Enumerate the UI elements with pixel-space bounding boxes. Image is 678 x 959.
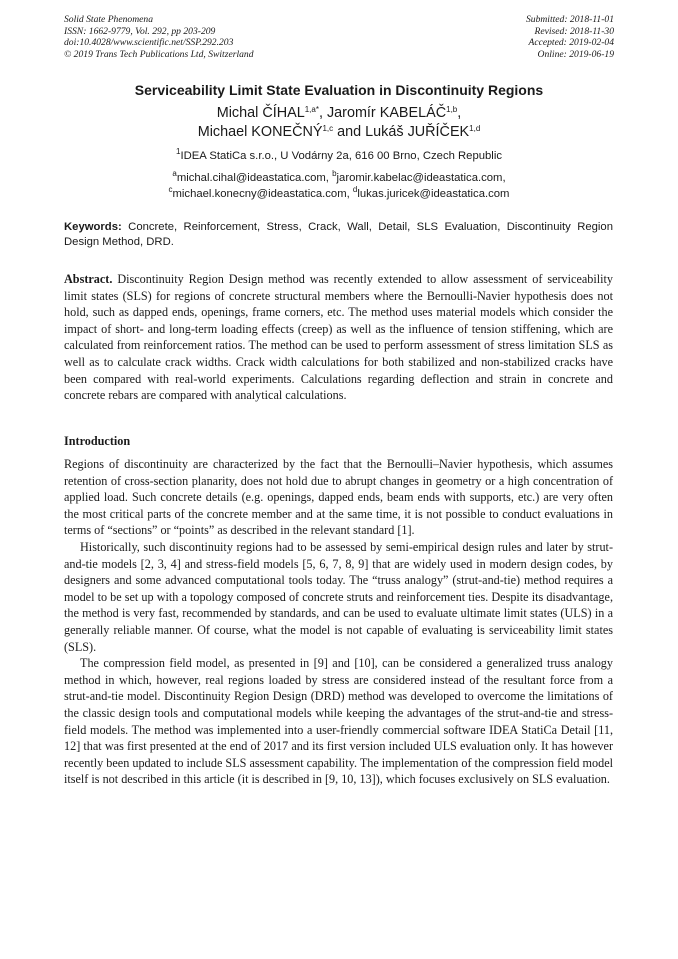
section-heading-introduction: Introduction bbox=[64, 434, 131, 448]
date-revised: Revised: 2018-11-30 bbox=[534, 25, 614, 37]
publication-dates bbox=[526, 14, 614, 60]
author-name: Michal ČÍHAL bbox=[216, 105, 305, 121]
journal-doi: doi:10.4028/www.scientific.net/SSP.292.203 bbox=[64, 37, 234, 49]
author-separator: and bbox=[333, 124, 366, 140]
journal-name: Solid State Phenomena bbox=[64, 14, 153, 25]
author-separator: , bbox=[318, 105, 327, 121]
author-separator: , bbox=[457, 105, 462, 121]
author-name: Lukáš JUŘÍČEK bbox=[365, 124, 470, 140]
email-mark: b bbox=[332, 169, 337, 178]
author-name: Jaromír KABELÁČ bbox=[326, 105, 447, 121]
author-list bbox=[0, 104, 678, 142]
date-online: Online: 2019-06-19 bbox=[537, 48, 614, 60]
paragraph: Historically, such discontinuity regions had to be assessed by semi-empirical design rules and later by strut-and-tie models [2, 3, 4] and stress-field models [5, 6, 7, 8, 9] that are widely used in modern design codes, by designers and some advanced computational tools today. The “truss analogy” (strut-and-tie) method requires a model to be set up with a topology composed of concrete struts and reinforcement ties. Despite its disadvantage, the method is very fast, recommended by standards, and can be used to evaluate ultimate limit states (ULS) in a generally reliable manner. Of course, what the model is not capable of evaluating is serviceability limit states (SLS). bbox=[64, 539, 613, 654]
abstract bbox=[64, 271, 613, 404]
paragraph: Regions of discontinuity are characterized by the fact that the Bernoulli–Navier hypothesis, which assumes retention of cross-section planarity, does not hold due to abrupt changes in geometry or a high concentration of applied load. Such concrete details (e.g. openings, dapped ends, beam ends with supports, etc.) are very often the most critical parts of the concrete member and at the same time, it is not possible to conduct evaluations in terms of “sections” or “points” as described in the relevant standard [1]. bbox=[64, 457, 613, 538]
date-accepted: Accepted: 2019-02-04 bbox=[528, 37, 614, 49]
keywords-label: Keywords: bbox=[64, 221, 122, 233]
email-mark: a bbox=[172, 169, 177, 178]
affiliation bbox=[0, 147, 678, 162]
introduction-body bbox=[64, 456, 613, 788]
email-mark: c bbox=[168, 185, 173, 194]
abstract-label: Abstract. bbox=[64, 272, 113, 286]
author-affiliation-mark: 1,a* bbox=[304, 105, 319, 114]
keywords bbox=[64, 220, 613, 250]
author-emails bbox=[0, 170, 678, 202]
email-link[interactable]: jaromir.kabelac@ideastatica.com, bbox=[336, 172, 506, 184]
journal-issn: ISSN: 1662-9779, Vol. 292, pp 203-209 bbox=[64, 25, 216, 37]
affiliation-text: IDEA StatiCa s.r.o., U Vodárny 2a, 616 00 Brno, Czech Republic bbox=[180, 150, 502, 162]
paper-title: Serviceability Limit State Evaluation in Discontinuity Regions bbox=[134, 82, 544, 98]
journal-copyright: © 2019 Trans Tech Publications Ltd, Switzerland bbox=[64, 48, 254, 60]
abstract-text: Discontinuity Region Design method was recently extended to allow assessment of serviceability limit states (SLS) for regions of concrete structural members where the Bernoulli-Navier hypothesis does not hold, such as dapped ends, openings, frame corners, etc. The method uses material models which consider the impact of short- and long-term loading effects (creep) as well as the influence of tension stiffening, which are calculated from reinforcement ratios. The method can be used to perform assessment of stress limitation SLS as well as to calculate crack widths. Crack width calculations for both stabilized and non-stabilized cracks have been compared with real-world experiments. Calculations regarding deflection and strain in concrete and concrete rebars are compared with analytical calculations. bbox=[64, 272, 613, 403]
author-name: Michael KONEČNÝ bbox=[197, 124, 323, 140]
paragraph: The compression field model, as presented in [9] and [10], can be considered a generalized truss analogy method in which, however, real regions loaded by stress are considered instead of the resultant force from a strut-and-tie model. Discontinuity Region Design (DRD) method was developed to overcome the limitations of the classic design tools and computational models while keeping the advantages of the strut-and-tie and stress-field models. The method was implemented into a user-friendly commercial software IDEA StatiCa Detail [11, 12] that was first presented at the end of 2017 and its first version included ULS evaluation only. It has however recently been updated to include SLS assessment capability. The implementation of the compression field model itself is not described in this article (it is described in [9, 10, 13]), which focuses exclusively on SLS evaluation. bbox=[64, 656, 613, 787]
email-link[interactable]: lukas.juricek@ideastatica.com bbox=[357, 188, 510, 200]
date-submitted: Submitted: 2018-11-01 bbox=[525, 14, 614, 25]
keywords-text: Concrete, Reinforcement, Stress, Crack, Wall, Detail, SLS Evaluation, Discontinuity Region Design Method, DRD. bbox=[64, 221, 613, 248]
journal-info bbox=[64, 14, 254, 60]
affiliation-mark: 1 bbox=[176, 147, 181, 156]
author-affiliation-mark: 1,c bbox=[322, 124, 334, 133]
email-mark: d bbox=[352, 185, 358, 194]
email-link[interactable]: michal.cihal@ideastatica.com, bbox=[176, 172, 333, 184]
email-link[interactable]: michael.konecny@ideastatica.com, bbox=[172, 188, 353, 200]
author-affiliation-mark: 1,d bbox=[469, 124, 481, 133]
author-affiliation-mark: 1,b bbox=[446, 105, 458, 114]
